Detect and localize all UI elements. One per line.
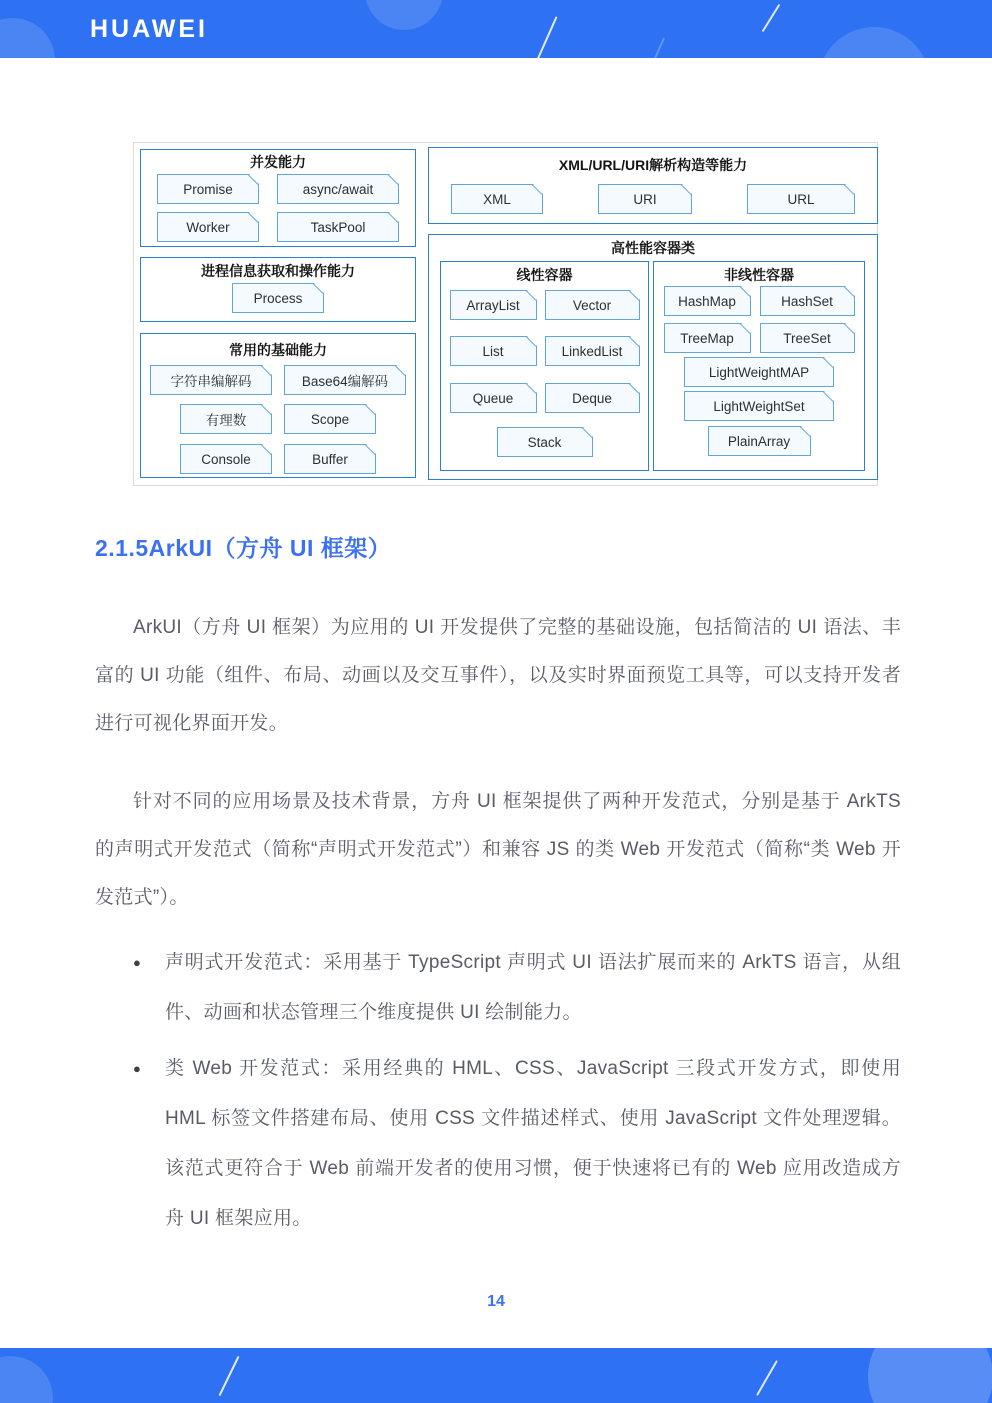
chip-vector: Vector bbox=[545, 290, 640, 320]
decorative-circle bbox=[0, 18, 55, 58]
diagram-subgroup-title: 非线性容器 bbox=[724, 267, 794, 283]
decorative-line bbox=[530, 16, 557, 58]
chip-hashmap: HashMap bbox=[664, 286, 751, 316]
chip-linkedlist: LinkedList bbox=[545, 336, 640, 366]
paragraph: 针对不同的应用场景及技术背景，方舟 UI 框架提供了两种开发范式，分别是基于 ArkTS 的声明式开发范式（简称“声明式开发范式”）和兼容 JS 的类 Web 开发范式（简称“类 Web 开发范式”）。 bbox=[95, 791, 901, 908]
chip-stack: Stack bbox=[497, 427, 593, 457]
paragraph: ArkUI（方舟 UI 框架）为应用的 UI 开发提供了完整的基础设施，包括简洁的 UI 语法、丰富的 UI 功能（组件、布局、动画以及交互事件），以及实时界面预览工具等，可以支持开发者进行可视化界面开发。 bbox=[95, 617, 901, 734]
chip-hashset: HashSet bbox=[760, 286, 855, 316]
api-capability-diagram bbox=[133, 142, 878, 486]
diagram-group-title: XML/URL/URI解析构造等能力 bbox=[558, 157, 748, 173]
chip-treeset: TreeSet bbox=[760, 323, 855, 353]
chip-arraylist: ArrayList bbox=[450, 290, 537, 320]
chip-buffer: Buffer bbox=[284, 444, 376, 474]
chip-lightweightset: LightWeightSet bbox=[684, 391, 834, 421]
footer-band bbox=[0, 1348, 992, 1403]
chip-treemap: TreeMap bbox=[664, 323, 751, 353]
chip-rational: 有理数 bbox=[180, 404, 272, 434]
diagram-group-concurrency bbox=[140, 149, 416, 247]
decorative-circle bbox=[818, 27, 930, 58]
decorative-circle bbox=[365, 0, 443, 30]
chip-async-await: async/await bbox=[277, 174, 399, 204]
bullet-text: 声明式开发范式：采用基于 TypeScript 声明式 UI 语法扩展而来的 ArkTS 语言，从组件、动画和状态管理三个维度提供 UI 绘制能力。 bbox=[165, 952, 901, 1023]
chip-taskpool: TaskPool bbox=[277, 212, 399, 242]
chip-list: List bbox=[450, 336, 537, 366]
decorative-line bbox=[647, 37, 665, 58]
chip-promise: Promise bbox=[157, 174, 259, 204]
decorative-line bbox=[762, 4, 781, 32]
chip-plainarray: PlainArray bbox=[708, 426, 811, 456]
chip-worker: Worker bbox=[157, 212, 259, 242]
diagram-group-process bbox=[140, 257, 416, 322]
diagram-group-title: 并发能力 bbox=[250, 154, 306, 170]
diagram-subgroup-title: 线性容器 bbox=[516, 267, 573, 283]
bullet-icon: ● bbox=[133, 1061, 141, 1076]
chip-console: Console bbox=[180, 444, 272, 474]
huawei-logo: HUAWEI bbox=[90, 15, 208, 43]
diagram-group-title: 进程信息获取和操作能力 bbox=[201, 263, 355, 279]
diagram-group-containers bbox=[428, 234, 878, 480]
bullet-icon: ● bbox=[133, 955, 141, 970]
header-band bbox=[0, 0, 992, 58]
bullet-list bbox=[133, 938, 901, 1250]
chip-xml: XML bbox=[451, 184, 543, 214]
diagram-subgroup-nonlinear bbox=[653, 261, 865, 471]
chip-base64-codec: Base64编解码 bbox=[284, 365, 406, 395]
diagram-group-title: 常用的基础能力 bbox=[229, 342, 327, 358]
decorative-circle bbox=[868, 1348, 992, 1403]
diagram-group-xml-parse bbox=[428, 147, 878, 224]
decorative-circle bbox=[0, 1356, 53, 1403]
section-heading: 2.1.5ArkUI（方舟 UI 框架） bbox=[95, 535, 392, 561]
chip-deque: Deque bbox=[545, 383, 640, 413]
diagram-subgroup-linear bbox=[440, 261, 649, 471]
chip-scope: Scope bbox=[284, 404, 376, 434]
diagram-group-common-basic bbox=[140, 333, 416, 478]
diagram-group-title: 高性能容器类 bbox=[611, 240, 695, 256]
chip-string-codec: 字符串编解码 bbox=[150, 365, 272, 395]
chip-process: Process bbox=[232, 283, 324, 313]
decorative-line bbox=[756, 1360, 778, 1396]
chip-queue: Queue bbox=[450, 383, 537, 413]
decorative-line bbox=[218, 1356, 239, 1396]
chip-lightweightmap: LightWeightMAP bbox=[684, 357, 834, 387]
bullet-text: 类 Web 开发范式：采用经典的 HML、CSS、JavaScript 三段式开发方式，即使用 HML 标签文件搭建布局、使用 CSS 文件描述样式、使用 JavaScript 文件处理逻辑。该范式更符合于 Web 前端开发者的使用习惯，便于快速将已有的 Web 应用改造成方舟 UI 框架应用。 bbox=[165, 1058, 901, 1229]
list-item bbox=[133, 938, 901, 1038]
page-number: 14 bbox=[487, 1293, 505, 1310]
chip-url: URL bbox=[747, 184, 855, 214]
list-item bbox=[133, 1044, 901, 1244]
chip-uri: URI bbox=[598, 184, 692, 214]
section-body bbox=[95, 604, 901, 952]
